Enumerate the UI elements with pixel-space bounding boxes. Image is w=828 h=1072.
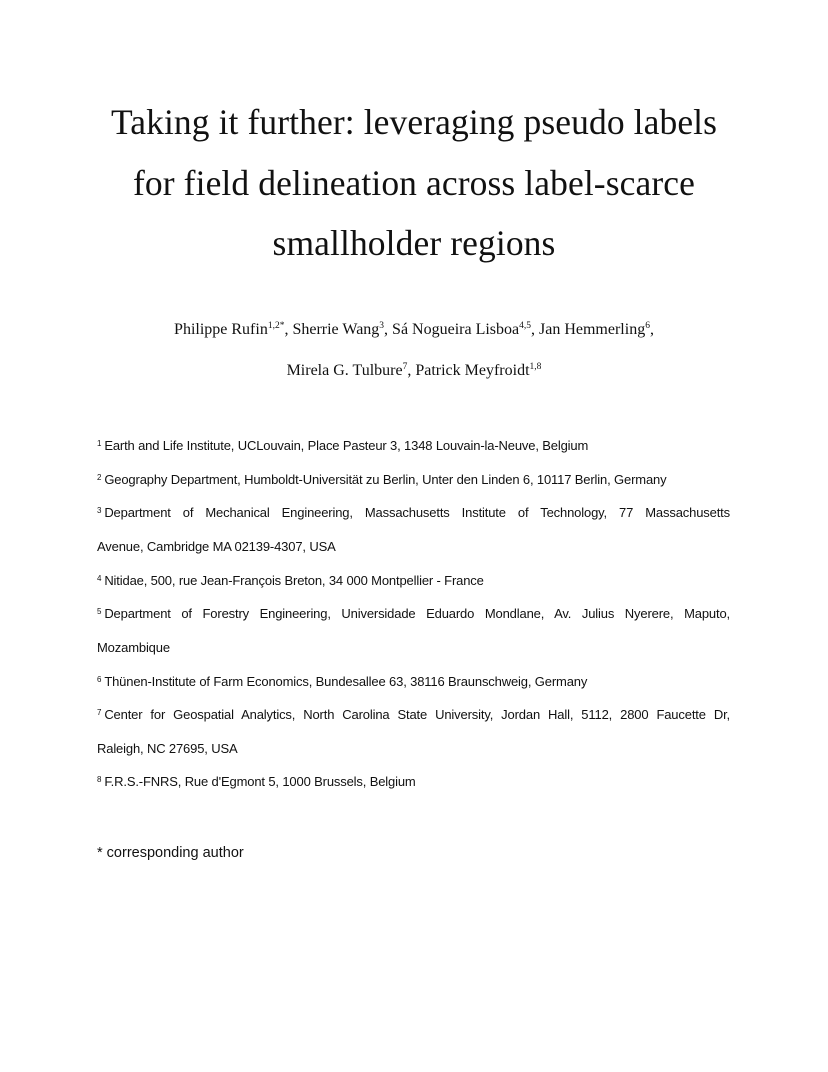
author-name: Mirela G. Tulbure bbox=[286, 362, 403, 379]
affiliation-line-2: Mozambique bbox=[97, 640, 170, 655]
affiliation-line-1 bbox=[97, 503, 730, 523]
affiliation-number: 2 bbox=[97, 473, 102, 482]
author-separator: , bbox=[649, 321, 654, 338]
affiliation-line-2: Avenue, Cambridge MA 02139-4307, USA bbox=[97, 539, 336, 554]
author-affiliation-marker: 7 bbox=[402, 362, 408, 372]
affiliation-4 bbox=[97, 571, 730, 591]
affiliation-2 bbox=[97, 470, 730, 490]
affiliation-number: 1 bbox=[97, 439, 102, 448]
affiliation-number: 4 bbox=[97, 574, 102, 583]
author-separator: , bbox=[531, 321, 539, 338]
author-list-line-2 bbox=[40, 360, 788, 382]
author-affiliation-marker: 1,8 bbox=[529, 362, 542, 372]
author-name: Sá Nogueira Lisboa bbox=[392, 321, 520, 338]
title-line-2: for field delineation across label-scarce bbox=[133, 162, 695, 203]
affiliation-text: Department of Forestry Engineering, Universidade Eduardo Mondlane, Av. Julius Nyerere, Maputo, bbox=[104, 606, 730, 621]
affiliation-line-1 bbox=[97, 604, 730, 624]
affiliation-text: Nitidae, 500, rue Jean-François Breton, 34 000 Montpellier - France bbox=[104, 573, 484, 588]
author-separator: , bbox=[407, 362, 416, 379]
affiliation-7 bbox=[97, 705, 730, 759]
affiliation-text: Department of Mechanical Engineering, Massachusetts Institute of Technology, 77 Massachusetts bbox=[104, 505, 730, 520]
affiliation-text: F.R.S.-FNRS, Rue d'Egmont 5, 1000 Brussels, Belgium bbox=[104, 774, 416, 789]
title-line-1: Taking it further: leveraging pseudo labels bbox=[110, 102, 718, 142]
affiliation-1 bbox=[97, 436, 730, 456]
affiliation-3 bbox=[97, 503, 730, 557]
affiliation-number: 5 bbox=[97, 607, 102, 616]
author-separator: , bbox=[384, 321, 393, 338]
affiliation-text: Geography Department, Humboldt-Universität zu Berlin, Unter den Linden 6, 10117 Berlin, Germany bbox=[104, 472, 667, 487]
author-affiliation-marker: 3 bbox=[379, 321, 385, 331]
affiliation-6 bbox=[97, 672, 730, 692]
affiliation-8 bbox=[97, 772, 730, 792]
author-separator: , bbox=[284, 321, 293, 338]
affiliation-text: Earth and Life Institute, UCLouvain, Place Pasteur 3, 1348 Louvain-la-Neuve, Belgium bbox=[104, 438, 589, 453]
affiliation-5 bbox=[97, 604, 730, 658]
author-name: Patrick Meyfroidt bbox=[415, 362, 530, 379]
author-name: Philippe Rufin bbox=[174, 321, 268, 338]
author-name: Sherrie Wang bbox=[292, 321, 380, 338]
author-affiliation-marker: 1,2* bbox=[267, 321, 285, 331]
affiliation-text: Thünen-Institute of Farm Economics, Bundesallee 63, 38116 Braunschweig, Germany bbox=[104, 674, 588, 689]
author-list-line-1 bbox=[40, 319, 788, 341]
affiliation-line-2: Raleigh, NC 27695, USA bbox=[97, 741, 238, 756]
affiliation-line-1 bbox=[97, 705, 730, 725]
author-affiliation-marker: 4,5 bbox=[519, 321, 531, 331]
author-name: Jan Hemmerling bbox=[539, 321, 646, 338]
corresponding-author-note: * corresponding author bbox=[97, 845, 244, 861]
author-affiliation-marker: 6 bbox=[645, 321, 650, 331]
affiliation-number: 6 bbox=[97, 675, 102, 684]
affiliation-number: 3 bbox=[97, 506, 102, 515]
title-line-3: smallholder regions bbox=[272, 223, 556, 263]
paper-title bbox=[60, 92, 768, 274]
affiliation-number: 8 bbox=[97, 775, 102, 784]
affiliation-number: 7 bbox=[97, 708, 102, 717]
affiliation-text: Center for Geospatial Analytics, North Carolina State University, Jordan Hall, 5112, 2800 Faucette Dr, bbox=[104, 707, 730, 722]
